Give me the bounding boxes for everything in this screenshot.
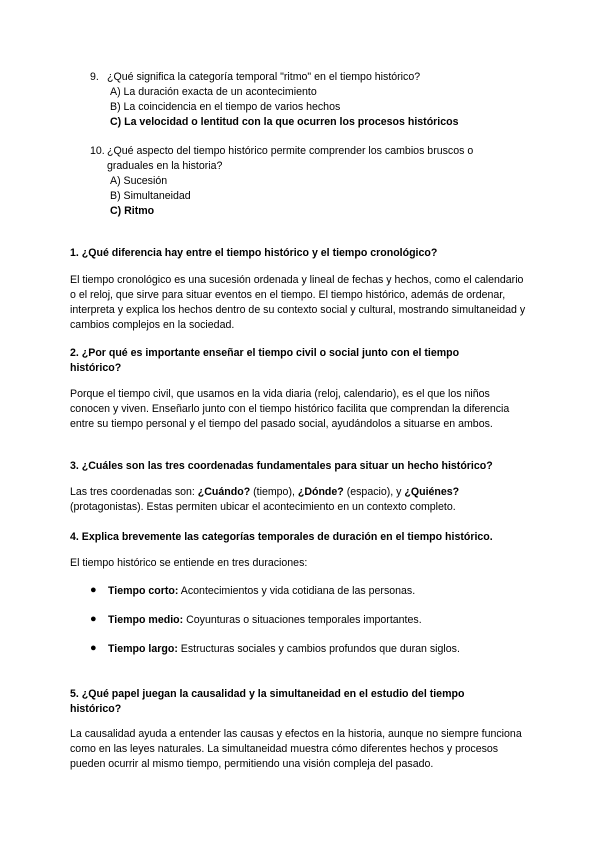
section-5-body: La causalidad ayuda a entender las causas y efectos en la historia, aunque no siempre funciona como en las leyes naturales. La simultaneidad muestra cómo diferentes hechos y procesos pueden ocurrir al mismo tiempo, permitiendo una visión compleja del pasado. <box>70 728 522 770</box>
question-number: 9. <box>90 71 99 83</box>
section-5-heading: 5. ¿Qué papel juegan la causalidad y la simultaneidad en el estudio del tiempo histórico? <box>70 688 465 715</box>
question-stem: ¿Qué aspecto del tiempo histórico permite comprender los cambios bruscos o graduales en la historia? <box>107 145 474 172</box>
section-4-heading: 4. Explica brevemente las categorías temporales de duración en el tiempo histórico. <box>70 531 493 543</box>
bullet-icon: ● <box>90 584 97 596</box>
bullet-icon: ● <box>90 642 97 654</box>
option-a: A) Sucesión <box>110 175 168 187</box>
section-3-heading: 3. ¿Cuáles son las tres coordenadas fundamentales para situar un hecho histórico? <box>70 460 493 472</box>
quiz-question-9 <box>90 70 510 130</box>
coordinate-who: ¿Quiénes? <box>404 486 460 498</box>
section-1-heading: 1. ¿Qué diferencia hay entre el tiempo histórico y el tiempo cronológico? <box>70 247 438 259</box>
section-1-body: El tiempo cronológico es una sucesión ordenada y lineal de fechas y hechos, como el calendario o el reloj, que sirve para situar eventos en el tiempo. El tiempo histórico, además de ordenar, interpreta y explica los hechos dentro de su contexto social y cultural, mostrando simultaneidad y cambios complejos en la sociedad. <box>70 274 526 331</box>
option-c-correct: C) Ritmo <box>110 205 155 217</box>
question-stem: ¿Qué significa la categoría temporal "ritmo" en el tiempo histórico? <box>107 71 421 83</box>
section-2-body: Porque el tiempo civil, que usamos en la vida diaria (reloj, calendario), es el que los niños conocen y viven. Enseñarlo junto con el tiempo histórico facilita que comprendan la diferencia entre su tiempo personal y el tiempo del pasado social, ayudándolos a situarse en ambos. <box>70 388 510 430</box>
section-2-heading: 2. ¿Por qué es importante enseñar el tiempo civil o social junto con el tiempo histórico? <box>70 347 460 374</box>
section-4-body: El tiempo histórico se entiende en tres duraciones: <box>70 557 308 569</box>
coordinate-when: ¿Cuándo? <box>197 486 251 498</box>
coordinate-where: ¿Dónde? <box>297 486 344 498</box>
option-c-correct: C) La velocidad o lentitud con la que ocurren los procesos históricos <box>110 116 459 128</box>
option-b: B) La coincidencia en el tiempo de varios hechos <box>110 101 341 113</box>
section-3-body: Las tres coordenadas son: ¿Cuándo? (tiempo), ¿Dónde? (espacio), y ¿Quiénes? (protagonistas). Estas permiten ubicar el acontecimiento en un contexto completo. <box>70 486 460 513</box>
bullet-icon: ● <box>90 613 97 625</box>
option-b: B) Simultaneidad <box>110 190 191 202</box>
document-page: 9. ¿Qué significa la categoría temporal "ritmo" en el tiempo histórico? A) La duración exacta de un acontecimiento B) La coincidencia en el tiempo de varios hechos C) La velocidad o lentitud con la que ocurren los procesos históricos 10. ¿Qué aspecto del tiempo histórico permite comprender los cambios bruscos o graduales en la historia? A) Sucesión B) Simultaneidad C) Ritmo 1. ¿Qué diferencia hay entre el tiempo histórico y el tiempo cronológico? El tiempo cronológico es una sucesión ordenada y lineal de fechas y hechos, como el calendario o el reloj, que sirve para situar eventos en el tiempo. El tiempo histórico, además de ordenar, interpreta y explica los hechos dentro de su contexto social y cultural, mostrando simultaneidad y cambios complejos en la sociedad. 2. ¿Por qué es importante enseñar el tiempo civil o social junto con el tiempo histórico? Porque el tiempo civil, que usamos en la vida diaria (reloj, calendario), es el que los niños conocen y viven. Enseñarlo junto con el tiempo histórico facilita que comprendan la diferencia entre su tiempo personal y el tiempo del pasado social, ayudándolos a situarse en ambos. 3. ¿Cuáles son las tres coordenadas fundamentales para situar un hecho histórico? Las tres coordenadas son: ¿Cuándo? (tiempo), ¿Dónde? (espacio), y ¿Quiénes? (protagonistas). Estas permiten ubicar el acontecimiento en un contexto completo. 4. Explica brevemente las categorías temporales de duración en el tiempo histórico. El tiempo histórico se entiende en tres duraciones: ● Tiempo corto: Acontecimientos y vida cotidiana de las personas. ● Tiempo medio: Coyunturas o situaciones temporales importantes. ● Tiempo largo: Estructuras sociales y cambios profundos que duran siglos. 5. ¿Qué papel juegan la causalidad y la simultaneidad en el estudio del tiempo histórico? La causalidad ayuda a entender las causas y efectos en la historia, aunque no siempre funciona como en las leyes naturales. La simultaneidad muestra cómo diferentes hechos y procesos pueden ocurrir al mismo tiempo, permitiendo una visión compleja del pasado. <box>0 0 600 848</box>
question-number: 10. <box>90 145 105 157</box>
quiz-question-10 <box>90 144 510 219</box>
option-a: A) La duración exacta de un acontecimiento <box>110 86 317 98</box>
